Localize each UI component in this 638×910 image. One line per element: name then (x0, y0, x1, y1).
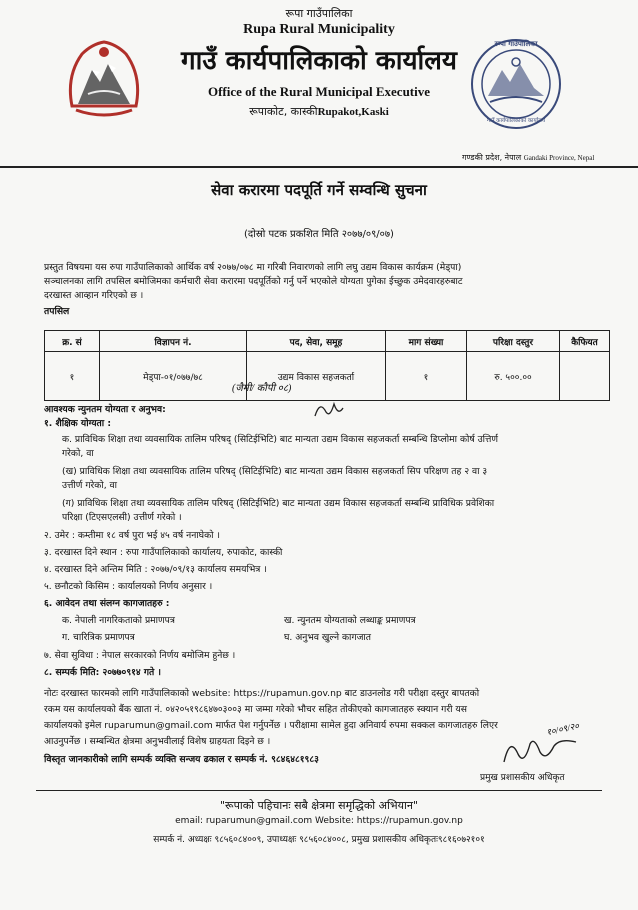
table-header-row (45, 331, 610, 352)
edu-heading: १. शैक्षिक योग्यता : (44, 418, 112, 429)
address-np: रूपाकोट, कास्की (249, 105, 318, 118)
note-line-2: रकम यस कार्यालयको बैंक खाता नं. ०४२०५१९८६४७०३००३ मा जम्मा गरेको भौचर सहित तोकीएको कागजातहरु स्क्यान गरी यस (44, 704, 467, 715)
province-np: गण्डकी प्रदेश, नेपाल (462, 153, 522, 162)
nepal-emblem-logo (62, 36, 146, 120)
edu-ka-line-2: गरेको, वा (62, 448, 94, 459)
edu-ga-line-2: परिक्षा (टिएसएलसी) उत्तीर्ण गरेको । (62, 512, 182, 523)
seal-text-top: रूपा गाउँपालिका (494, 40, 538, 48)
signature-icon (500, 732, 580, 768)
seal-text-bottom: गाउँ कार्यपालिकाको कार्यालय (486, 118, 546, 124)
cell-ad-no: मेड्पा-०१/०७७/७८ (100, 352, 247, 401)
notice-title: सेवा करारमा पदपूर्ति गर्ने सम्वन्धि सुचना (211, 181, 427, 199)
col-header-post: पद, सेवा, समूह (247, 331, 386, 352)
col-header-ad-no: विज्ञापन नं. (100, 331, 247, 352)
cell-remarks (560, 352, 610, 401)
application-place: ३. दरखास्त दिने स्थान : रुपा गाउँपालिकाको कार्यालय, रुपाकोट, कास्की (44, 547, 283, 558)
note-line-1: नोटः दरखास्त फारमको लागि गाउँपालिकाको website: https://rupamun.gov.np बाट डाउनलोड गरी परीक्षा दस्तुर बापतको (44, 688, 480, 699)
application-deadline: ४. दरखास्त दिने अन्तिम मिति : २०७७/०९/१३ कार्यालय समयभित्र । (44, 564, 267, 575)
municipality-seal-logo (468, 36, 564, 132)
footer-contact: email: ruparumun@gmail.com Website: https://rupamun.gov.np (175, 816, 463, 826)
intro-line-3: दरखास्त आव्हान गरिएको छ । (44, 290, 144, 301)
doc-citizenship: क. नेपाली नागरिकताको प्रमाणपत्र (62, 615, 175, 626)
edu-ka-line-1: क. प्राविधिक शिक्षा तथा व्यवसायिक तालिम परिषद् (सिटिईभिटि) बाट मान्यता उद्यम विकास सहजकर्ता सम्बन्धि डिप्लोमा कोर्ष उत्तिर्ण (62, 434, 499, 445)
note-line-3: कार्यालयको इमेल ruparumun@gmail.com मार्फत पेश गर्नुपर्नेछ । परीक्षामा सामेल हुदा अनिवार्य रुपमा सक्कल कागजातहरु लिएर (44, 720, 498, 731)
initial-signature-icon (312, 398, 346, 420)
cell-sn: १ (45, 352, 100, 401)
edu-kha-line-2: उत्तीर्ण गरेको, वा (62, 480, 118, 491)
requirements-heading: आवश्यक न्युनतम योग्यता र अनुभव: (44, 404, 166, 415)
signatory-title: प्रमुख प्रशासकीय अधिकृत (480, 773, 565, 783)
col-header-sn: क्र. सं (45, 331, 100, 352)
col-header-demand: माग संख्या (386, 331, 467, 352)
address-en: Rupakot,Kaski (317, 106, 389, 118)
province-line (462, 152, 594, 163)
col-header-remarks: कैफियत (560, 331, 610, 352)
docs-heading: ६. आवेदन तथा संलग्न कागजातहरु : (44, 598, 170, 609)
doc-experience: घ. अनुभव खुल्ने कागजात (284, 632, 372, 643)
col-header-fee: परिक्षा दस्तुर (467, 331, 560, 352)
selection-method: ५. छनौटको किसिम : कार्यालयको निर्णय अनुसार । (44, 581, 213, 592)
handwritten-note: (जैमी/ कौपी ०८) (232, 383, 292, 394)
footer-phones: सम्पर्क नं. अध्यक्षः ९८५६०८४००९, उपाध्यक्षः ९८५६०८४००८, प्रमुख प्रशासकीय अधिकृतः९८१६०७२१०१ (153, 835, 485, 845)
municipality-name-en: Rupa Rural Municipality (243, 22, 395, 37)
edu-kha-line-1: (ख) प्राविधिक शिक्षा तथा व्यवसायिक तालिम परिषद् (सिटिईभिटि) बाट मान्यता उद्यम विकास सहजकर्ता सिप परिक्षण तह २ वा ३ (62, 466, 488, 477)
header-divider (0, 166, 638, 168)
doc-character: ग. चारित्रिक प्रमाणपत्र (62, 632, 135, 643)
footer-slogan: "रूपाको पहिचानः सबै क्षेत्रमा समृद्धिको अभियान" (219, 799, 418, 812)
cell-post: उद्यम विकास सहजकर्ता (247, 352, 386, 401)
intro-line-1: प्रस्तुत विषयमा यस रुपा गाउँपालिकाको आर्थिक वर्ष २०७७/०७८ मा गरिबी निवारणको लागि लघु उद्यम विकास कार्यक्रम (मेड्पा) (44, 262, 462, 273)
notice-subtitle: (दोस्रो पटक प्रकशित मिति २०७७/०९/०७) (244, 229, 394, 240)
office-title-en: Office of the Rural Municipal Executive (207, 84, 431, 99)
contact-date: ८. सम्पर्क मिति: २०७७०९१४ गते । (44, 667, 161, 678)
edu-ga-line-1: (ग) प्राविधिक शिक्षा तथा व्यवसायिक तालिम परिषद् (सिटिईभिटि) बाट मान्यता उद्यम विकास सहजकर्ता सम्बन्धि प्राविधिक प्रवेशिका (62, 498, 495, 509)
note-line-4: आउनुपर्नेछ । सम्बन्धित क्षेत्रमा अनुभवीलाई विशेष ग्राहयता दिइने छ । (44, 736, 271, 747)
doc-marksheet: ख. न्युनतम योग्यताको लब्धाङ्क प्रमाणपत्र (284, 615, 416, 626)
tapsil-label: तपसिल (44, 306, 70, 317)
note-line-5: विस्तृत जानकारीको लागि सम्पर्क व्यक्ति सन्जय ढकाल र सम्पर्क नं. ९८४६४८१९८३ (44, 754, 319, 765)
posts-table (44, 330, 610, 401)
province-en: Gandaki Province, Nepal (523, 154, 595, 162)
service-facility: ७. सेवा सुविधा : नेपाल सरकारको निर्णय बमोजिम हुनेछ । (44, 650, 236, 661)
age-requirement: २. उमेर : कम्तीमा १८ वर्ष पुरा भई ४५ वर्ष ननाघेको । (44, 530, 220, 541)
table-row (45, 352, 610, 401)
signature-date: १०/०९/२० (545, 720, 580, 738)
municipality-name-np: रूपा गाउँपालिका (285, 7, 353, 20)
office-title-np: गाउँ कार्यपालिकाको कार्यालय (181, 46, 457, 76)
footer-divider (36, 790, 602, 791)
cell-fee: रु. ५००.०० (467, 352, 560, 401)
intro-line-2: सञ्चालनका लागि तपसिल बमोजिमका कर्मचारी सेवा करारमा पदपूर्तिको गर्नु पर्ने भएकोले योग्यता पुगेका ईच्छुक उमेदवारहरुबाट (44, 276, 463, 287)
cell-demand: १ (386, 352, 467, 401)
